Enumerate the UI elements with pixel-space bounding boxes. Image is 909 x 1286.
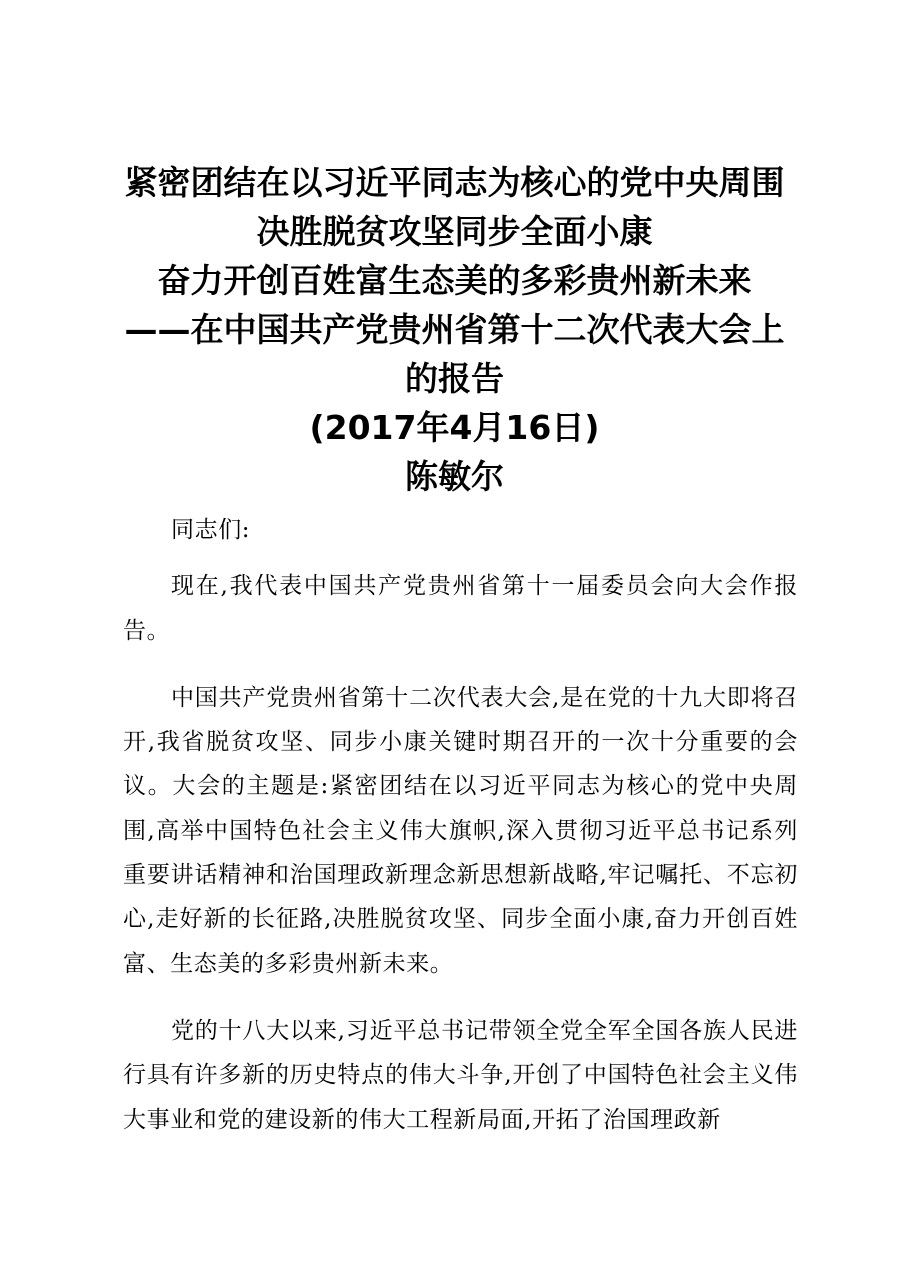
paragraph-2: 中国共产党贵州省第十二次代表大会,是在党的十九大即将召开,我省脱贫攻坚、同步小康关键时期召开的一次十分重要的会议。大会的主题是:紧密团结在以习近平同志为核心的党中央周围,高举中国特色社会主义伟大旗帜,深入贯彻习近平总书记系列重要讲话精神和治国理政新理念新思想新战略,牢记嘱托、不忘初心,走好新的长征路,决胜脱贫攻坚、同步全面小康,奋力开创百姓富、生态美的多彩贵州新未来。	[123, 684, 798, 977]
title-line-3: 奋力开创百姓富生态美的多彩贵州新未来	[157, 261, 752, 300]
report-body	[123, 508, 798, 1154]
report-date: (2017年4月16日)	[309, 408, 600, 447]
subtitle-line-1: ——在中国共产党贵州省第十二次代表大会上	[124, 310, 785, 349]
subtitle-line-2: 的报告	[405, 359, 504, 398]
paragraph-1: 现在,我代表中国共产党贵州省第十一届委员会向大会作报告。	[123, 573, 798, 644]
title-line-2: 决胜脱贫攻坚同步全面小康	[256, 212, 653, 251]
report-title	[110, 158, 799, 501]
title-line-1: 紧密团结在以习近平同志为核心的党中央周围	[124, 163, 785, 202]
author-name: 陈敏尔	[405, 457, 504, 496]
salutation: 同志们:	[171, 517, 251, 543]
paragraph-3: 党的十八大以来,习近平总书记带领全党全军全国各族人民进行具有许多新的历史特点的伟大斗争,开创了中国特色社会主义伟大事业和党的建设新的伟大工程新局面,开拓了治国理政新	[123, 1017, 798, 1133]
